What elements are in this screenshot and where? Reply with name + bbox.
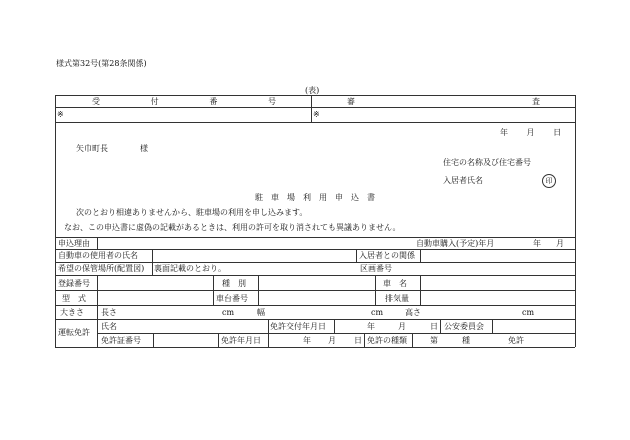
width-label: 幅 (257, 308, 265, 317)
length-unit: cm (222, 308, 235, 317)
body-line-1: 次のとおり相違ありませんから、駐車場の利用を申し込みます。 (76, 208, 308, 217)
name-label: 氏名 (101, 322, 117, 331)
class-prefix: 第 (430, 336, 438, 345)
year-label: 年 (500, 128, 508, 137)
examination-mark: ※ (313, 110, 320, 119)
class-suffix: 種 (462, 336, 470, 345)
relation-label: 入居者との関係 (359, 251, 415, 260)
displacement-label: 排気量 (385, 294, 409, 303)
reception-mark: ※ (57, 110, 64, 119)
driver-license-label: 運転免許 (58, 328, 90, 337)
addressee: 矢巾町長 (76, 144, 108, 153)
section-number-label: 区画番号 (360, 264, 392, 273)
license-day-label: 日 (354, 336, 362, 345)
char: 駐 (255, 193, 263, 202)
type-label: 種 別 (222, 279, 246, 288)
char: 場 (287, 193, 295, 202)
license-number-label: 免許証番号 (101, 336, 141, 345)
car-name-label: 車 名 (383, 279, 407, 288)
purchase-date-label: 自動車購入(予定)年月 (416, 239, 495, 248)
char: 審 (347, 97, 355, 106)
char: 受 (92, 97, 100, 106)
char: 付 (150, 97, 159, 106)
application-date (500, 128, 561, 138)
reception-number-label (92, 97, 276, 107)
char: 番 (209, 97, 218, 106)
commission-label: 公安委員会 (444, 322, 484, 331)
registration-number-label: 登録番号 (58, 279, 90, 288)
license-type-label: 免許の種類 (367, 336, 407, 345)
issue-day-label: 日 (430, 322, 438, 331)
form-number: 様式第32号(第28条関係) (56, 59, 147, 68)
model-label: 型 式 (62, 294, 86, 303)
honorific: 様 (140, 144, 148, 153)
form-title (255, 193, 375, 203)
license-month-label: 月 (328, 336, 336, 345)
height-label: 高さ (405, 308, 421, 317)
char: 査 (532, 97, 540, 106)
char: 号 (267, 97, 276, 106)
char: 車 (271, 193, 279, 202)
char: 用 (319, 193, 327, 202)
size-label: 大きさ (60, 308, 84, 317)
chassis-number-label: 車台番号 (216, 294, 248, 303)
width-unit: cm (371, 308, 384, 317)
day-label: 日 (553, 128, 562, 137)
purchase-year-label: 年 (533, 239, 541, 248)
char: 書 (367, 193, 375, 202)
char: 込 (351, 193, 359, 202)
housing-label: 住宅の名称及び住宅番号 (443, 158, 531, 167)
resident-name-label: 入居者氏名 (443, 176, 483, 185)
license-date-label: 免許年月日 (221, 336, 261, 345)
purchase-month-label: 月 (556, 239, 564, 248)
month-label: 月 (526, 128, 535, 137)
license-word: 免許 (508, 336, 524, 345)
side-label: (表) (305, 86, 320, 95)
back-side-note: 裏面記載のとおり。 (154, 264, 226, 273)
issue-month-label: 月 (398, 322, 406, 331)
examination-label (347, 97, 540, 107)
user-name-label: 自動車の使用者の氏名 (58, 251, 138, 260)
height-unit: cm (522, 308, 535, 317)
char: 申 (335, 193, 343, 202)
storage-place-label: 希望の保管場所(配置図) (58, 264, 145, 273)
char: 利 (303, 193, 311, 202)
seal-mark: 印 (542, 174, 556, 188)
license-issue-date-label: 免許交付年月日 (270, 322, 326, 331)
reason-label: 申込理由 (58, 239, 90, 248)
issue-year-label: 年 (367, 322, 375, 331)
license-year-label: 年 (303, 336, 311, 345)
body-line-2: なお、この申込書に虚偽の記載があるときは、利用の許可を取り消されても異議ありません。 (64, 223, 401, 232)
length-label: 長さ (101, 308, 117, 317)
